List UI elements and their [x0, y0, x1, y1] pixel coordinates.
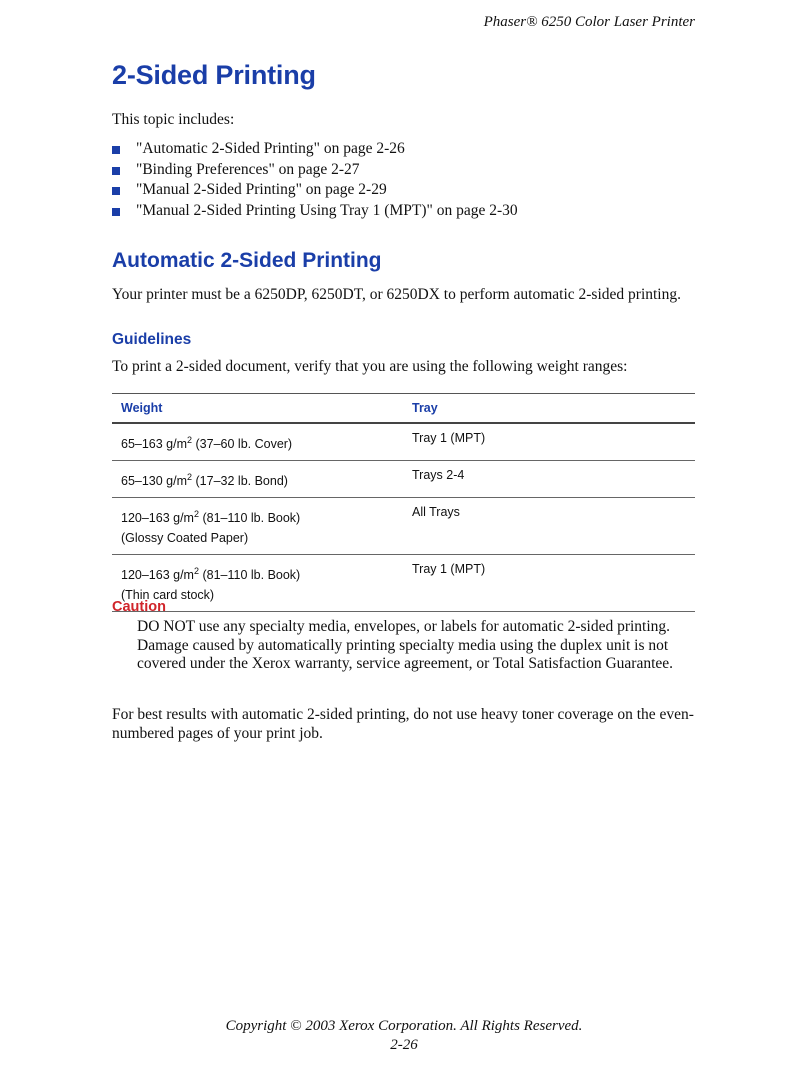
tray-cell: Tray 1 (MPT)	[403, 555, 695, 612]
square-bullet-icon	[112, 187, 120, 195]
tray-cell: Tray 1 (MPT)	[403, 423, 695, 461]
caution-text: DO NOT use any specialty media, envelopes, or labels for automatic 2-sided printing. Damage caused by automatically printing specialty media using the duplex unit is not covered under the Xerox warranty, service agreement, or Total Satisfaction Guarantee.	[137, 618, 674, 673]
topic-link[interactable]: "Automatic 2-Sided Printing" on page 2-26	[136, 140, 405, 157]
table-row	[112, 461, 695, 498]
column-header-weight: Weight	[112, 394, 403, 424]
running-header: Phaser® 6250 Color Laser Printer	[483, 14, 695, 30]
topic-link[interactable]: "Binding Preferences" on page 2-27	[136, 160, 360, 178]
weight-cell: 65–163 $g/m^2$ (37–60 lb. Cover)	[112, 423, 403, 461]
topic-item[interactable]	[112, 180, 518, 201]
square-bullet-icon	[112, 167, 120, 175]
page-footer	[0, 1017, 808, 1054]
intro-text: This topic includes:	[112, 111, 235, 128]
page-number: 2-26	[390, 1036, 418, 1053]
table-row	[112, 555, 695, 612]
weight-table	[112, 393, 695, 612]
table-header-row	[112, 394, 695, 424]
topic-item[interactable]	[112, 160, 518, 181]
topic-link[interactable]: "Manual 2-Sided Printing Using Tray 1 (MPT)" on page 2-30	[136, 202, 518, 220]
column-header-tray: Tray	[403, 394, 695, 424]
page-title: 2-Sided Printing	[112, 60, 316, 90]
guidelines-text: To print a 2-sided document, verify that you are using the following weight ranges:	[112, 358, 628, 375]
weight-cell: 120–163 $g/m^2$ (81–110 lb. Book) (Glossy Coated Paper)	[112, 498, 403, 555]
copyright-text: Copyright © 2003 Xerox Corporation. All Rights Reserved.	[225, 1018, 583, 1034]
guidelines-heading: Guidelines	[112, 331, 192, 348]
weight-note: (Thin card stock)	[121, 588, 215, 602]
tray-cell: All Trays	[403, 498, 695, 555]
section-heading: Automatic 2-Sided Printing	[112, 249, 382, 272]
topic-item[interactable]	[112, 139, 518, 160]
weight-cell: 120–163 $g/m^2$ (81–110 lb. Book) (Thin card stock)	[112, 555, 403, 612]
table-row	[112, 498, 695, 555]
weight-note: (Glossy Coated Paper)	[121, 531, 249, 545]
section-text: Your printer must be a 6250DP, 6250DT, or 6250DX to perform automatic 2-sided printing.	[112, 286, 681, 303]
caution-label: Caution	[112, 599, 166, 615]
tray-cell: Trays 2-4	[403, 461, 695, 498]
topic-list	[112, 139, 518, 222]
square-bullet-icon	[112, 146, 120, 154]
best-results-text: For best results with automatic 2-sided printing, do not use heavy toner coverage on the even-numbered pages of your print job.	[112, 706, 694, 742]
table-row	[112, 423, 695, 461]
topic-link[interactable]: "Manual 2-Sided Printing" on page 2-29	[136, 181, 387, 199]
weight-cell: 65–130 $g/m^2$ (17–32 lb. Bond)	[112, 461, 403, 498]
square-bullet-icon	[112, 208, 120, 216]
topic-item[interactable]	[112, 201, 518, 222]
